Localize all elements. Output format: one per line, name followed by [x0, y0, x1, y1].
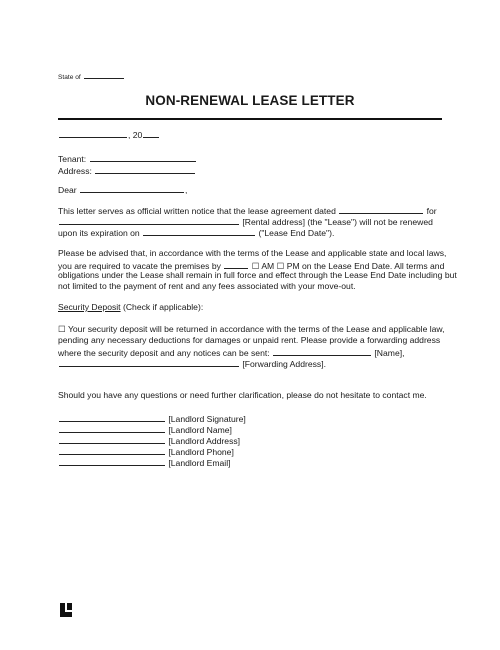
forward-name-blank[interactable] [273, 346, 371, 356]
p1-text-d: upon its expiration on [58, 228, 140, 238]
email-blank[interactable] [59, 456, 165, 466]
p2-line4: not limited to the payment of rent and any fees associated with your move-out. [58, 281, 356, 291]
name-blank[interactable] [59, 423, 165, 433]
state-blank[interactable] [84, 72, 124, 79]
phone-label: [Landlord Phone] [168, 447, 234, 457]
p1-text-c: [Rental address] (the "Lease") will not be renewed [242, 217, 433, 227]
closing-text: Should you have any questions or need further clarification, please do not hesitate to contact me. [58, 390, 427, 400]
tenant-blank[interactable] [90, 152, 196, 162]
deposit-line4 [58, 357, 326, 370]
am-label: AM [261, 261, 275, 271]
deposit-text-a: Your security deposit will be returned in accordance with the terms of the Lease and applicable law, [67, 324, 445, 334]
signature-blank[interactable] [59, 412, 165, 422]
email-label: [Landlord Email] [168, 458, 231, 468]
p1-text-a: This letter serves as official written notice that the lease agreement dated [58, 206, 336, 216]
deposit-note: (Check if applicable): [122, 302, 204, 312]
landlord-address-blank[interactable] [59, 434, 165, 444]
p1-line3 [58, 226, 334, 239]
vacate-time-blank[interactable] [224, 259, 248, 269]
date-line [58, 128, 160, 141]
deposit-heading: Security Deposit [58, 302, 121, 312]
deposit-checkbox[interactable]: ☐ [58, 324, 66, 334]
email-row [58, 456, 231, 469]
p2-line1: Please be advised that, in accordance with the terms of the Lease and applicable state and local laws, [58, 248, 447, 258]
deposit-forward-label: [Forwarding Address]. [242, 359, 326, 369]
deposit-line2: pending any necessary deductions for damages or unpaid rent. Please provide a forwarding address [58, 335, 441, 345]
name-label: [Landlord Name] [168, 425, 232, 435]
deposit-text-c: where the security deposit and any notices can be sent: [58, 348, 270, 358]
p1-text-b: for [426, 206, 437, 216]
signature-label: [Landlord Signature] [168, 414, 246, 424]
pm-label: PM on the Lease End Date. All terms and [286, 261, 445, 271]
pm-checkbox[interactable]: ☐ [276, 261, 285, 271]
rental-address-blank[interactable] [59, 215, 239, 225]
deposit-heading-line [58, 302, 203, 313]
dear-blank[interactable] [80, 183, 184, 193]
date-year-prefix: , 20 [128, 130, 143, 140]
forward-address-blank[interactable] [59, 357, 239, 367]
deposit-name-label: [Name], [374, 348, 405, 358]
dear-label: Dear [58, 185, 77, 195]
date-blank[interactable] [59, 128, 127, 138]
lease-date-blank[interactable] [339, 204, 423, 214]
address-label: Address: [58, 166, 92, 176]
year-blank[interactable] [143, 128, 159, 138]
tenant-label: Tenant: [58, 154, 87, 164]
dear-suffix: , [185, 185, 188, 195]
address-blank[interactable] [95, 164, 195, 174]
p2-line3: obligations under the Lease shall remain in full force and effect through the Lease End Date including but [58, 270, 457, 280]
brand-logo-icon [60, 603, 72, 617]
title-divider [58, 118, 442, 120]
am-checkbox[interactable]: ☐ [251, 261, 260, 271]
page-title: NON-RENEWAL LEASE LETTER [145, 93, 355, 108]
landlord-address-label: [Landlord Address] [168, 436, 241, 446]
p2-text-a: you are required to vacate the premises by [58, 261, 221, 271]
state-label: State of [58, 74, 81, 81]
phone-blank[interactable] [59, 445, 165, 455]
state-line [58, 72, 125, 83]
address-line [58, 164, 196, 177]
p1-text-e: ("Lease End Date"). [258, 228, 335, 238]
dear-line [58, 183, 187, 196]
deposit-line1 [58, 324, 445, 335]
lease-end-date-blank[interactable] [143, 226, 255, 236]
